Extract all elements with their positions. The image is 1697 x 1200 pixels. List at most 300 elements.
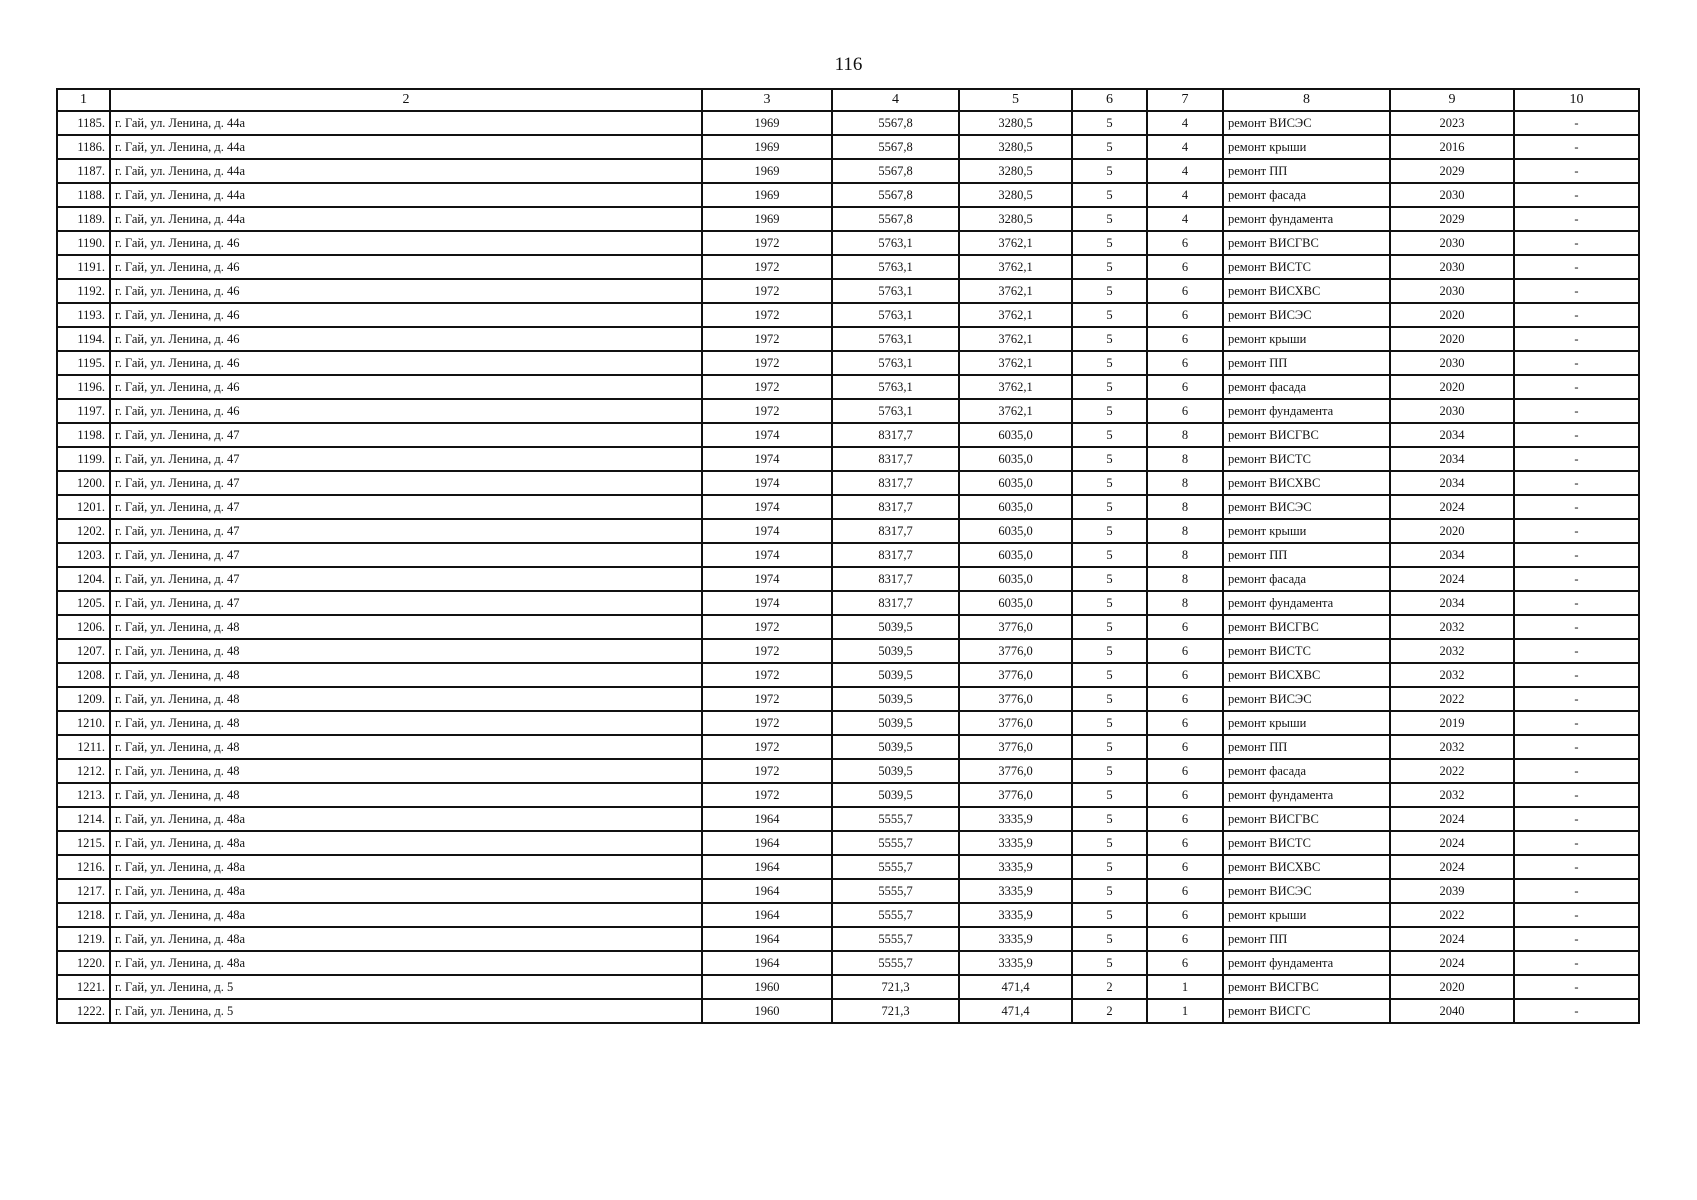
- cell-total-area: 721,3: [832, 999, 959, 1023]
- cell-work-type: ремонт ПП: [1223, 927, 1390, 951]
- table-row: [57, 567, 1639, 591]
- cell-entrances: 6: [1147, 855, 1223, 879]
- cell-row-number: 1211.: [57, 735, 110, 759]
- cell-note: -: [1514, 231, 1639, 255]
- cell-floors: 5: [1072, 183, 1147, 207]
- cell-planned-year: 2030: [1390, 231, 1514, 255]
- cell-work-type: ремонт фундамента: [1223, 399, 1390, 423]
- cell-total-area: 5039,5: [832, 711, 959, 735]
- cell-year-built: 1964: [702, 807, 832, 831]
- cell-note: -: [1514, 399, 1639, 423]
- table-row: [57, 543, 1639, 567]
- cell-work-type: ремонт ПП: [1223, 735, 1390, 759]
- cell-entrances: 1: [1147, 975, 1223, 999]
- cell-work-type: ремонт крыши: [1223, 519, 1390, 543]
- table-row: [57, 687, 1639, 711]
- cell-work-type: ремонт ВИСЭС: [1223, 687, 1390, 711]
- cell-year-built: 1960: [702, 975, 832, 999]
- cell-entrances: 6: [1147, 807, 1223, 831]
- cell-row-number: 1199.: [57, 447, 110, 471]
- cell-address: г. Гай, ул. Ленина, д. 47: [110, 591, 702, 615]
- table-row: [57, 159, 1639, 183]
- cell-row-number: 1205.: [57, 591, 110, 615]
- cell-year-built: 1974: [702, 567, 832, 591]
- cell-address: г. Гай, ул. Ленина, д. 48: [110, 663, 702, 687]
- cell-planned-year: 2032: [1390, 615, 1514, 639]
- cell-living-area: 3762,1: [959, 375, 1072, 399]
- cell-floors: 2: [1072, 999, 1147, 1023]
- cell-row-number: 1197.: [57, 399, 110, 423]
- cell-planned-year: 2030: [1390, 399, 1514, 423]
- cell-note: -: [1514, 591, 1639, 615]
- cell-note: -: [1514, 735, 1639, 759]
- cell-entrances: 6: [1147, 927, 1223, 951]
- cell-total-area: 721,3: [832, 975, 959, 999]
- cell-total-area: 5555,7: [832, 831, 959, 855]
- cell-planned-year: 2034: [1390, 447, 1514, 471]
- cell-year-built: 1969: [702, 207, 832, 231]
- cell-address: г. Гай, ул. Ленина, д. 48а: [110, 951, 702, 975]
- cell-entrances: 6: [1147, 303, 1223, 327]
- cell-address: г. Гай, ул. Ленина, д. 48а: [110, 903, 702, 927]
- cell-note: -: [1514, 807, 1639, 831]
- header-row: [57, 89, 1639, 111]
- cell-living-area: 3280,5: [959, 207, 1072, 231]
- table-row: [57, 831, 1639, 855]
- cell-row-number: 1187.: [57, 159, 110, 183]
- cell-year-built: 1974: [702, 591, 832, 615]
- cell-work-type: ремонт фундамента: [1223, 207, 1390, 231]
- cell-year-built: 1972: [702, 303, 832, 327]
- cell-total-area: 8317,7: [832, 471, 959, 495]
- cell-living-area: 3335,9: [959, 855, 1072, 879]
- cell-year-built: 1974: [702, 519, 832, 543]
- cell-year-built: 1964: [702, 903, 832, 927]
- cell-entrances: 4: [1147, 111, 1223, 135]
- cell-address: г. Гай, ул. Ленина, д. 48а: [110, 831, 702, 855]
- cell-year-built: 1964: [702, 855, 832, 879]
- cell-note: -: [1514, 471, 1639, 495]
- cell-year-built: 1972: [702, 351, 832, 375]
- cell-work-type: ремонт ВИСХВС: [1223, 663, 1390, 687]
- cell-living-area: 3776,0: [959, 735, 1072, 759]
- column-header-8: 8: [1223, 89, 1390, 111]
- cell-year-built: 1972: [702, 255, 832, 279]
- cell-note: -: [1514, 207, 1639, 231]
- cell-entrances: 8: [1147, 423, 1223, 447]
- cell-address: г. Гай, ул. Ленина, д. 48а: [110, 879, 702, 903]
- cell-work-type: ремонт крыши: [1223, 711, 1390, 735]
- cell-total-area: 5555,7: [832, 927, 959, 951]
- cell-note: -: [1514, 543, 1639, 567]
- cell-address: г. Гай, ул. Ленина, д. 47: [110, 543, 702, 567]
- cell-work-type: ремонт фундамента: [1223, 783, 1390, 807]
- cell-row-number: 1203.: [57, 543, 110, 567]
- cell-address: г. Гай, ул. Ленина, д. 44а: [110, 135, 702, 159]
- table-row: [57, 879, 1639, 903]
- cell-living-area: 3335,9: [959, 951, 1072, 975]
- cell-total-area: 8317,7: [832, 543, 959, 567]
- cell-work-type: ремонт ВИСХВС: [1223, 279, 1390, 303]
- cell-entrances: 6: [1147, 735, 1223, 759]
- cell-year-built: 1974: [702, 447, 832, 471]
- cell-address: г. Гай, ул. Ленина, д. 47: [110, 471, 702, 495]
- cell-planned-year: 2024: [1390, 495, 1514, 519]
- cell-note: -: [1514, 519, 1639, 543]
- cell-floors: 5: [1072, 759, 1147, 783]
- cell-living-area: 3762,1: [959, 399, 1072, 423]
- cell-living-area: 3762,1: [959, 279, 1072, 303]
- cell-total-area: 5763,1: [832, 351, 959, 375]
- cell-work-type: ремонт ВИСГВС: [1223, 975, 1390, 999]
- cell-floors: 5: [1072, 735, 1147, 759]
- cell-floors: 5: [1072, 591, 1147, 615]
- table-row: [57, 351, 1639, 375]
- cell-floors: 5: [1072, 303, 1147, 327]
- cell-total-area: 5763,1: [832, 327, 959, 351]
- cell-total-area: 5555,7: [832, 807, 959, 831]
- cell-row-number: 1188.: [57, 183, 110, 207]
- cell-note: -: [1514, 111, 1639, 135]
- cell-work-type: ремонт фасада: [1223, 375, 1390, 399]
- cell-floors: 5: [1072, 159, 1147, 183]
- cell-year-built: 1972: [702, 231, 832, 255]
- cell-living-area: 3280,5: [959, 159, 1072, 183]
- cell-note: -: [1514, 135, 1639, 159]
- cell-note: -: [1514, 903, 1639, 927]
- cell-note: -: [1514, 951, 1639, 975]
- cell-floors: 5: [1072, 567, 1147, 591]
- table-row: [57, 951, 1639, 975]
- cell-planned-year: 2040: [1390, 999, 1514, 1023]
- table-row: [57, 759, 1639, 783]
- cell-total-area: 5567,8: [832, 111, 959, 135]
- table-row: [57, 471, 1639, 495]
- cell-address: г. Гай, ул. Ленина, д. 48: [110, 735, 702, 759]
- cell-living-area: 6035,0: [959, 591, 1072, 615]
- cell-entrances: 6: [1147, 663, 1223, 687]
- cell-living-area: 3776,0: [959, 783, 1072, 807]
- cell-work-type: ремонт ВИСТС: [1223, 831, 1390, 855]
- cell-row-number: 1195.: [57, 351, 110, 375]
- cell-living-area: 3776,0: [959, 687, 1072, 711]
- cell-planned-year: 2024: [1390, 807, 1514, 831]
- cell-year-built: 1964: [702, 927, 832, 951]
- table-row: [57, 495, 1639, 519]
- cell-work-type: ремонт крыши: [1223, 903, 1390, 927]
- cell-note: -: [1514, 975, 1639, 999]
- cell-entrances: 6: [1147, 639, 1223, 663]
- cell-row-number: 1213.: [57, 783, 110, 807]
- cell-entrances: 4: [1147, 207, 1223, 231]
- cell-row-number: 1198.: [57, 423, 110, 447]
- cell-entrances: 6: [1147, 231, 1223, 255]
- cell-entrances: 6: [1147, 759, 1223, 783]
- column-header-4: 4: [832, 89, 959, 111]
- cell-address: г. Гай, ул. Ленина, д. 47: [110, 567, 702, 591]
- table-row: [57, 279, 1639, 303]
- cell-living-area: 3776,0: [959, 663, 1072, 687]
- cell-total-area: 5555,7: [832, 951, 959, 975]
- cell-planned-year: 2023: [1390, 111, 1514, 135]
- cell-row-number: 1201.: [57, 495, 110, 519]
- cell-work-type: ремонт ПП: [1223, 543, 1390, 567]
- cell-entrances: 6: [1147, 831, 1223, 855]
- cell-address: г. Гай, ул. Ленина, д. 48а: [110, 927, 702, 951]
- cell-year-built: 1964: [702, 951, 832, 975]
- cell-planned-year: 2030: [1390, 183, 1514, 207]
- cell-address: г. Гай, ул. Ленина, д. 46: [110, 279, 702, 303]
- cell-entrances: 6: [1147, 783, 1223, 807]
- cell-total-area: 5039,5: [832, 639, 959, 663]
- cell-entrances: 8: [1147, 471, 1223, 495]
- cell-row-number: 1219.: [57, 927, 110, 951]
- cell-total-area: 5567,8: [832, 207, 959, 231]
- cell-year-built: 1974: [702, 423, 832, 447]
- cell-work-type: ремонт ВИСГВС: [1223, 807, 1390, 831]
- cell-year-built: 1972: [702, 687, 832, 711]
- cell-entrances: 6: [1147, 255, 1223, 279]
- cell-entrances: 6: [1147, 279, 1223, 303]
- cell-work-type: ремонт фундамента: [1223, 951, 1390, 975]
- cell-row-number: 1190.: [57, 231, 110, 255]
- cell-work-type: ремонт ВИСЭС: [1223, 303, 1390, 327]
- cell-entrances: 6: [1147, 687, 1223, 711]
- cell-planned-year: 2020: [1390, 303, 1514, 327]
- column-header-1: 1: [57, 89, 110, 111]
- cell-work-type: ремонт ВИСЭС: [1223, 111, 1390, 135]
- table-row: [57, 255, 1639, 279]
- cell-note: -: [1514, 351, 1639, 375]
- cell-work-type: ремонт крыши: [1223, 135, 1390, 159]
- cell-row-number: 1212.: [57, 759, 110, 783]
- cell-total-area: 5763,1: [832, 375, 959, 399]
- cell-row-number: 1209.: [57, 687, 110, 711]
- cell-entrances: 6: [1147, 903, 1223, 927]
- cell-work-type: ремонт крыши: [1223, 327, 1390, 351]
- table-row: [57, 615, 1639, 639]
- table-row: [57, 423, 1639, 447]
- cell-total-area: 5567,8: [832, 183, 959, 207]
- cell-row-number: 1200.: [57, 471, 110, 495]
- cell-planned-year: 2032: [1390, 735, 1514, 759]
- cell-total-area: 5039,5: [832, 663, 959, 687]
- cell-note: -: [1514, 567, 1639, 591]
- cell-planned-year: 2034: [1390, 591, 1514, 615]
- cell-entrances: 8: [1147, 495, 1223, 519]
- cell-row-number: 1214.: [57, 807, 110, 831]
- cell-address: г. Гай, ул. Ленина, д. 48: [110, 759, 702, 783]
- cell-note: -: [1514, 447, 1639, 471]
- cell-planned-year: 2032: [1390, 663, 1514, 687]
- column-header-5: 5: [959, 89, 1072, 111]
- cell-entrances: 1: [1147, 999, 1223, 1023]
- cell-row-number: 1186.: [57, 135, 110, 159]
- cell-floors: 5: [1072, 831, 1147, 855]
- cell-year-built: 1972: [702, 759, 832, 783]
- cell-note: -: [1514, 375, 1639, 399]
- cell-planned-year: 2024: [1390, 831, 1514, 855]
- cell-address: г. Гай, ул. Ленина, д. 44а: [110, 183, 702, 207]
- cell-floors: 5: [1072, 207, 1147, 231]
- cell-year-built: 1964: [702, 879, 832, 903]
- cell-total-area: 5039,5: [832, 687, 959, 711]
- table-row: [57, 591, 1639, 615]
- cell-year-built: 1960: [702, 999, 832, 1023]
- table-row: [57, 711, 1639, 735]
- cell-year-built: 1974: [702, 471, 832, 495]
- cell-total-area: 5763,1: [832, 279, 959, 303]
- cell-living-area: 6035,0: [959, 519, 1072, 543]
- table-row: [57, 111, 1639, 135]
- cell-floors: 5: [1072, 495, 1147, 519]
- cell-floors: 5: [1072, 879, 1147, 903]
- cell-floors: 5: [1072, 711, 1147, 735]
- cell-living-area: 3335,9: [959, 903, 1072, 927]
- column-header-6: 6: [1072, 89, 1147, 111]
- table-row: [57, 183, 1639, 207]
- cell-floors: 2: [1072, 975, 1147, 999]
- cell-row-number: 1210.: [57, 711, 110, 735]
- cell-address: г. Гай, ул. Ленина, д. 47: [110, 423, 702, 447]
- cell-year-built: 1974: [702, 543, 832, 567]
- cell-row-number: 1206.: [57, 615, 110, 639]
- cell-living-area: 3762,1: [959, 351, 1072, 375]
- cell-planned-year: 2020: [1390, 327, 1514, 351]
- cell-floors: 5: [1072, 471, 1147, 495]
- cell-note: -: [1514, 711, 1639, 735]
- cell-living-area: 3335,9: [959, 927, 1072, 951]
- cell-year-built: 1972: [702, 327, 832, 351]
- cell-living-area: 3762,1: [959, 327, 1072, 351]
- cell-year-built: 1972: [702, 711, 832, 735]
- cell-address: г. Гай, ул. Ленина, д. 48а: [110, 855, 702, 879]
- cell-work-type: ремонт фасада: [1223, 759, 1390, 783]
- cell-year-built: 1972: [702, 663, 832, 687]
- table-row: [57, 855, 1639, 879]
- cell-living-area: 3776,0: [959, 759, 1072, 783]
- cell-planned-year: 2022: [1390, 687, 1514, 711]
- cell-planned-year: 2034: [1390, 423, 1514, 447]
- cell-planned-year: 2032: [1390, 639, 1514, 663]
- table-row: [57, 927, 1639, 951]
- cell-address: г. Гай, ул. Ленина, д. 46: [110, 399, 702, 423]
- cell-living-area: 471,4: [959, 975, 1072, 999]
- cell-floors: 5: [1072, 903, 1147, 927]
- cell-work-type: ремонт фасада: [1223, 183, 1390, 207]
- cell-total-area: 5567,8: [832, 135, 959, 159]
- cell-floors: 5: [1072, 399, 1147, 423]
- cell-entrances: 8: [1147, 543, 1223, 567]
- cell-planned-year: 2034: [1390, 471, 1514, 495]
- cell-planned-year: 2030: [1390, 351, 1514, 375]
- cell-living-area: 6035,0: [959, 567, 1072, 591]
- table-row: [57, 135, 1639, 159]
- table-row: [57, 663, 1639, 687]
- cell-entrances: 6: [1147, 351, 1223, 375]
- cell-entrances: 8: [1147, 591, 1223, 615]
- cell-floors: 5: [1072, 615, 1147, 639]
- cell-planned-year: 2024: [1390, 951, 1514, 975]
- cell-planned-year: 2030: [1390, 279, 1514, 303]
- cell-living-area: 6035,0: [959, 495, 1072, 519]
- cell-total-area: 5555,7: [832, 879, 959, 903]
- cell-entrances: 6: [1147, 375, 1223, 399]
- cell-living-area: 3335,9: [959, 807, 1072, 831]
- cell-total-area: 5039,5: [832, 759, 959, 783]
- cell-total-area: 8317,7: [832, 567, 959, 591]
- cell-year-built: 1972: [702, 615, 832, 639]
- cell-year-built: 1972: [702, 735, 832, 759]
- cell-living-area: 3280,5: [959, 135, 1072, 159]
- cell-note: -: [1514, 255, 1639, 279]
- cell-total-area: 5555,7: [832, 903, 959, 927]
- cell-total-area: 8317,7: [832, 591, 959, 615]
- cell-living-area: 3762,1: [959, 303, 1072, 327]
- cell-entrances: 4: [1147, 159, 1223, 183]
- cell-planned-year: 2019: [1390, 711, 1514, 735]
- cell-floors: 5: [1072, 855, 1147, 879]
- column-header-2: 2: [110, 89, 702, 111]
- table-row: [57, 975, 1639, 999]
- cell-planned-year: 2029: [1390, 207, 1514, 231]
- cell-floors: 5: [1072, 543, 1147, 567]
- table-row: [57, 303, 1639, 327]
- cell-note: -: [1514, 327, 1639, 351]
- cell-year-built: 1969: [702, 135, 832, 159]
- cell-work-type: ремонт ВИСТС: [1223, 255, 1390, 279]
- table-row: [57, 639, 1639, 663]
- cell-year-built: 1969: [702, 111, 832, 135]
- cell-year-built: 1969: [702, 159, 832, 183]
- cell-living-area: 6035,0: [959, 543, 1072, 567]
- cell-living-area: 6035,0: [959, 423, 1072, 447]
- cell-note: -: [1514, 303, 1639, 327]
- cell-floors: 5: [1072, 447, 1147, 471]
- cell-note: -: [1514, 423, 1639, 447]
- cell-work-type: ремонт ВИСГВС: [1223, 615, 1390, 639]
- cell-work-type: ремонт ВИСХВС: [1223, 855, 1390, 879]
- cell-entrances: 6: [1147, 327, 1223, 351]
- cell-row-number: 1220.: [57, 951, 110, 975]
- cell-planned-year: 2022: [1390, 759, 1514, 783]
- cell-note: -: [1514, 759, 1639, 783]
- cell-note: -: [1514, 927, 1639, 951]
- cell-address: г. Гай, ул. Ленина, д. 47: [110, 519, 702, 543]
- cell-total-area: 5039,5: [832, 735, 959, 759]
- cell-year-built: 1972: [702, 375, 832, 399]
- cell-address: г. Гай, ул. Ленина, д. 48а: [110, 807, 702, 831]
- cell-planned-year: 2020: [1390, 975, 1514, 999]
- cell-row-number: 1204.: [57, 567, 110, 591]
- cell-work-type: ремонт ПП: [1223, 159, 1390, 183]
- column-header-3: 3: [702, 89, 832, 111]
- column-header-10: 10: [1514, 89, 1639, 111]
- cell-row-number: 1196.: [57, 375, 110, 399]
- cell-living-area: 3335,9: [959, 879, 1072, 903]
- cell-total-area: 8317,7: [832, 519, 959, 543]
- cell-planned-year: 2020: [1390, 519, 1514, 543]
- cell-floors: 5: [1072, 351, 1147, 375]
- cell-address: г. Гай, ул. Ленина, д. 5: [110, 975, 702, 999]
- table-row: [57, 735, 1639, 759]
- cell-floors: 5: [1072, 783, 1147, 807]
- cell-work-type: ремонт ВИСХВС: [1223, 471, 1390, 495]
- cell-note: -: [1514, 687, 1639, 711]
- cell-address: г. Гай, ул. Ленина, д. 48: [110, 783, 702, 807]
- column-header-7: 7: [1147, 89, 1223, 111]
- cell-address: г. Гай, ул. Ленина, д. 48: [110, 687, 702, 711]
